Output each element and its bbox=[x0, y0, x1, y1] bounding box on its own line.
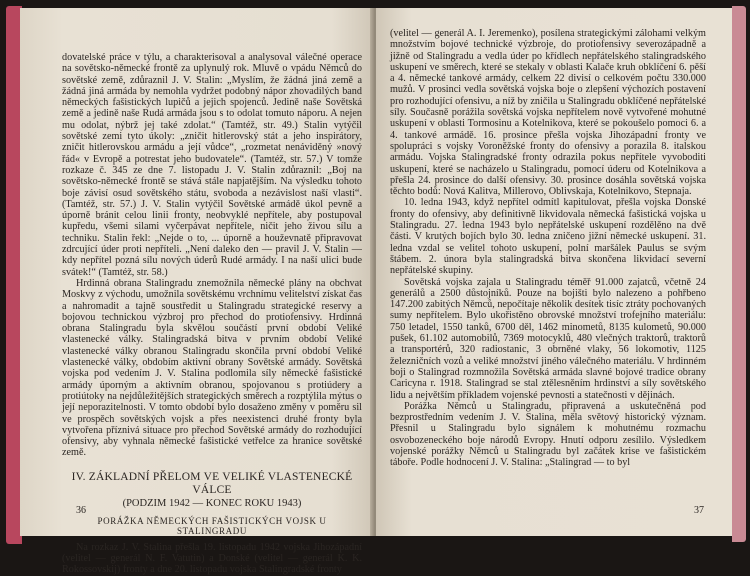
paragraph: (velitel — generál A. I. Jeremenko), posílena strategickými zálohami velkým množstvím bojové technické výzbroje, do protiofensivy severozápadně a jižně od Stalingradu a vedla úder po křídlech nepřátelského stalingradského uskupení ve směrech, které se stekaly v oblasti Kalače kruh obklíčení 6. pěší a 4. německé tankové armády, celkem 22 divisí o celkovém počtu 330.000 mužů. V prosinci vedla sovětská vojska boje o zlepšení výchozích postavení pro rozhodující ofensivu, a níž by zničila u Stalingradu obklíčené nepřátelské síly. Současně porážila sovětská vojska nepřítelem nově vytvořené mohutné uskupení v oblasti Tormosinu a Kotelnikova, které se pokoušelo pomoci 6. a 4. tankové armádě. 16. prosince přešla vojska Jihozápadní fronty ve spolupráci s vojsky Voroněžské fronty do ofensivy a porazila 8. italskou armádu. Vojska Stalingradské fronty odrazila pokus nepřítele vyvoboditi uskupení, které se nacházelo u Stalingradu, pomocí úderu od Kotelnikova a přešla 24. prosince do další ofensivy. 30. prosince dosáhla sovětská vojska těchto bodů: Nová Kalitva, Millerovo, Oblivskaja, Kotelnikovo, Stepnaja. bbox=[390, 28, 706, 198]
paragraph: 10. ledna 1943, když nepřítel odmítl kapitulovat, přešla vojska Donské fronty do ofensivy, aby definitivně likvidovala německá fašistická vojska u Stalingradu. 27. ledna 1943 bylo nepřátelské uskupení rozdělěno na dvě části. V krutých bojích bylo 30. ledna zničeno jižní německé uskupení. 31. ledna vzdal se velitel tohoto uskupení, polní maršálek Paulus se svým štábem. 2. února byla stalingradská bitva skončena likvidací severní nepřátelské skupiny. bbox=[390, 197, 706, 277]
page-number-left: 36 bbox=[76, 505, 86, 516]
left-page bbox=[20, 8, 374, 576]
paragraph: Na rozkaz J. V. Stalina přešla 19. listopadu 1942 vojska Jihozápadní (velitel — generál N. F. Vatutin) a Donské (velitel — generál K. K. Rokossovskij) fronty a dne 20. listopadu vojska Stalingradské fronty bbox=[62, 541, 362, 576]
right-page bbox=[376, 8, 732, 536]
paragraph: Porážka Němců u Stalingradu, připravená a uskutečněná pod bezprostředním vedením J. V. Stalina, měla světový historický význam. Přesnil u Stalingradu bylo signálem k mohutnému rozmachu osvobozeneckého boje národů Evropy. Hnutí odporu zesílilo. Výsledkem vojenské porážky Němců u Stalingradu byl začátek krise ve fašistickém táboře. Podle hodnocení J. V. Stalina: „Stalingrad — to byl bbox=[390, 400, 706, 469]
section-dates: (PODZIM 1942 — KONEC ROKU 1943) bbox=[122, 497, 302, 509]
left-page-text-bottom bbox=[62, 542, 362, 576]
subsection-title: PORÁŽKA NĚMECKÝCH FAŠISTICKÝCH VOJSK U STALINGRADU bbox=[97, 515, 327, 536]
page-number-right: 37 bbox=[694, 505, 704, 516]
paragraph: Sovětská vojska zajala u Stalingradu téměř 91.000 zajatců, včetně 24 generálů a 2500 důstojníků. Pouze na bojišti bylo nalezeno a pohřbeno 147.200 zabitých Němců, nepočítaje několik desítek tisíc ztráty pochovaných sumy nepřítelem. Bylo ukořistěno obrovské množství trofejního materiálu: 750 letadel, 1550 tanků, 6700 děl, 1462 minometů, 8135 kulometů, 90.000 pušek, 61.102 automobilů, 7369 motocyklů, 480 vlečných traktorů, traktorů a transportérů, 320 radiostanic, 3 obrněné vlaky, 56 lokomotiv, 1125 železničních vozů a veliké množství jiného válečného materiálu. V hrdinném boji o Stalingrad rozmnožila Sovětská armáda slavné bojové tradice obrany Caricyna r. 1918. Stalingrad se stal ztělesněním hrdinství a síly sovětského lidu a největším příkladem vojenské pevnosti a statečnosti v dějinách. bbox=[390, 276, 706, 401]
paragraph: Hrdinná obrana Stalingradu znemožnila německé plány na obchvat Moskvy z východu, umožnila sovětskému vrchnímu velitelství získat čas a nahromadit a tajně soustředit u Stalingradu strategické reservy a bojovou technickou výzbroj pro přechod do protiofensivy. Hrdinná obrana Stalingradu byla skvělou součástí první období Veliké vlastenecké války. Stalingradská bitva v prvním období Veliké vlastenecké války obranou Stalingradu skončila první období Veliké vlastenecké války, obdobím aktivní obrany Sovětské armády. Sovětská vojska pod vedením J. V. Stalina podlomila síly německé fašistické armády úporným a aktivním obranou, spojovanou s protiúdery a protiútoky na nejdůležitějších strategických směrech a rozptýlila mýtus o její neporazitelnosti. V tomto období bylo dosaženo změny v poměru sil ve prospěch sovětských vojsk a přes neexistenci druhé fronty byla vytvořena příznivá situace pro přechod Sovětské armády do rozhodující ofensivy, aby vyhnala německé fašistické vetřelce za hranice sovětské země. bbox=[62, 277, 362, 459]
paragraph: dovatelské práce v týlu, a charakterisoval a analysoval válečné operace na sovětsko-německé frontě za uplynulý rok. Mluvě o vpádu Němců do sovětské země, zdůraznil J. V. Stalin: „Myslím, že žádná jiná země a žádná jiná armáda by nemohla vydržet podobný nápor zhovadilých band německých fašistických lupičů a jejich spojenců. Jedině naše Sovětská země a jedině naše Rudá armáda jsou s to odolat tomuto náporu. A nejen mu odolat, nýbrž jej také zdolat.“ (Tamtéž, str. 49.) Stalin vytýčil sovětské zemi tyto úkoly: „zničit hitlerovský stát a jeho inspirátory, zničit hitlerovskou armádu a její vůdce“, „rozmetat nenáviděný »nový řád« v Evropě a potrestat jeho budovatele“. (Tamtéž, str. 57.) V tomže rozkaze č. 345 ze dne 7. listopadu J. V. Stalin zdůraznil: „Boj na sovětsko-německé frontě se stává stále napjatějším. Na výsledku tohoto boje závisí osud sovětského státu, svoboda a nezávislost naší vlasti“. (Tamtéž, str. 57.) J. V. Stalin vytýčil Sovětské armádě úkol pevně a úporně bránit celou linii fronty, neobvyklé nepřítele, aby postupoval kupředu, všemi silami vyčerpávat nepřítele, ničit jeho živou sílu a techniku. Stalin řekl: „Nejde o to, ... úporně a houževnatě připravovat zdrcující úder proti nepříteli. „Není daleko den — pravil J. V. Stalin — kdy nepřítel pozná sílu nových úderů Rudé armády. I na naší ulici bude svátek!“ (Tamtéž, str. 58.) bbox=[62, 52, 362, 278]
book-cover-right-edge bbox=[732, 6, 746, 542]
left-page-text-top bbox=[62, 52, 362, 459]
right-page-text bbox=[390, 28, 706, 469]
section-title: IV. ZÁKLADNÍ PŘELOM VE VELIKÉ VLASTENECKÉ VÁLCE bbox=[71, 470, 353, 496]
